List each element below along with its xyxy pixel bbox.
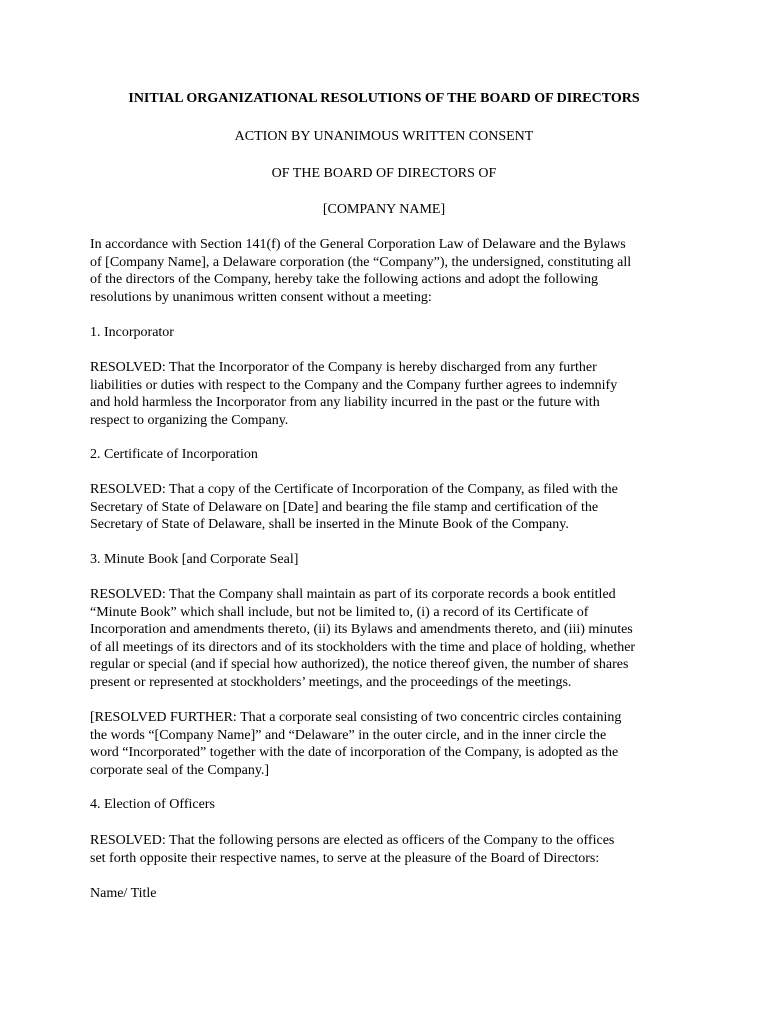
section-heading-certificate: 2. Certificate of Incorporation <box>90 447 258 462</box>
document-subtitle-board: OF THE BOARD OF DIRECTORS OF <box>271 166 497 181</box>
name-title-label: Name/ Title <box>90 886 157 901</box>
resolution-minute-book <box>90 586 682 692</box>
resolution-corporate-seal <box>90 709 682 779</box>
paragraph-line: respect to organizing the Company. <box>90 412 289 428</box>
paragraph-line: Secretary of State of Delaware on [Date] and bearing the file stamp and certification of the <box>90 499 599 515</box>
paragraph-line: [RESOLVED FURTHER: That a corporate seal consisting of two concentric circles containing <box>90 710 622 725</box>
paragraph-line: Secretary of State of Delaware, shall be inserted in the Minute Book of the Company. <box>90 517 569 533</box>
resolution-certificate <box>90 481 682 534</box>
paragraph-line: corporate seal of the Company.] <box>90 762 270 778</box>
paragraph-line: RESOLVED: That the following persons are elected as officers of the Company to the offices <box>90 833 615 848</box>
document-title: INITIAL ORGANIZATIONAL RESOLUTIONS OF THE BOARD OF DIRECTORS <box>128 91 640 106</box>
paragraph-line: In accordance with Section 141(f) of the General Corporation Law of Delaware and the Bylaws <box>90 237 626 252</box>
paragraph-line: and hold harmless the Incorporator from any liability incurred in the past or the future with <box>90 395 600 411</box>
document-subtitle-company: [COMPANY NAME] <box>322 202 446 217</box>
paragraph-line: of the directors of the Company, hereby take the following actions and adopt the following <box>90 272 599 288</box>
intro-paragraph <box>90 236 682 306</box>
paragraph-line: liabilities or duties with respect to the Company and the Company further agrees to indemnify <box>90 377 618 393</box>
paragraph-line: RESOLVED: That a copy of the Certificate of Incorporation of the Company, as filed with the <box>90 482 618 497</box>
section-heading-election: 4. Election of Officers <box>90 797 215 812</box>
paragraph-line: “Minute Book” which shall include, but not be limited to, (i) a record of its Certificate of <box>90 604 589 620</box>
resolution-incorporator <box>90 359 682 429</box>
section-heading-minute-book: 3. Minute Book [and Corporate Seal] <box>90 552 299 567</box>
document-subtitle-consent: ACTION BY UNANIMOUS WRITTEN CONSENT <box>234 129 534 144</box>
paragraph-line: RESOLVED: That the Company shall maintain as part of its corporate records a book entitled <box>90 587 616 602</box>
paragraph-line: regular or special (and if special how authorized), the notice thereof given, the number of shares <box>90 657 629 673</box>
paragraph-line: RESOLVED: That the Incorporator of the Company is hereby discharged from any further <box>90 360 597 375</box>
paragraph-line: set forth opposite their respective names, to serve at the pleasure of the Board of Directors: <box>90 850 600 866</box>
paragraph-line: of all meetings of its directors and of its stockholders with the time and place of holding, whether <box>90 639 636 655</box>
paragraph-line: present or represented at stockholders’ meetings, and the proceedings of the meetings. <box>90 674 572 690</box>
paragraph-line: Incorporation and amendments thereto, (ii) its Bylaws and amendments thereto, and (iii) minutes <box>90 622 633 638</box>
resolution-election <box>90 832 682 867</box>
paragraph-line: the words “[Company Name]” and “Delaware” in the outer circle, and in the inner circle the <box>90 727 607 743</box>
paragraph-line: of [Company Name], a Delaware corporation (the “Company”), the undersigned, constituting all <box>90 254 632 270</box>
paragraph-line: resolutions by unanimous written consent without a meeting: <box>90 289 432 305</box>
paragraph-line: word “Incorporated” together with the date of incorporation of the Company, is adopted as the <box>90 745 619 761</box>
section-heading-incorporator: 1. Incorporator <box>90 325 174 340</box>
